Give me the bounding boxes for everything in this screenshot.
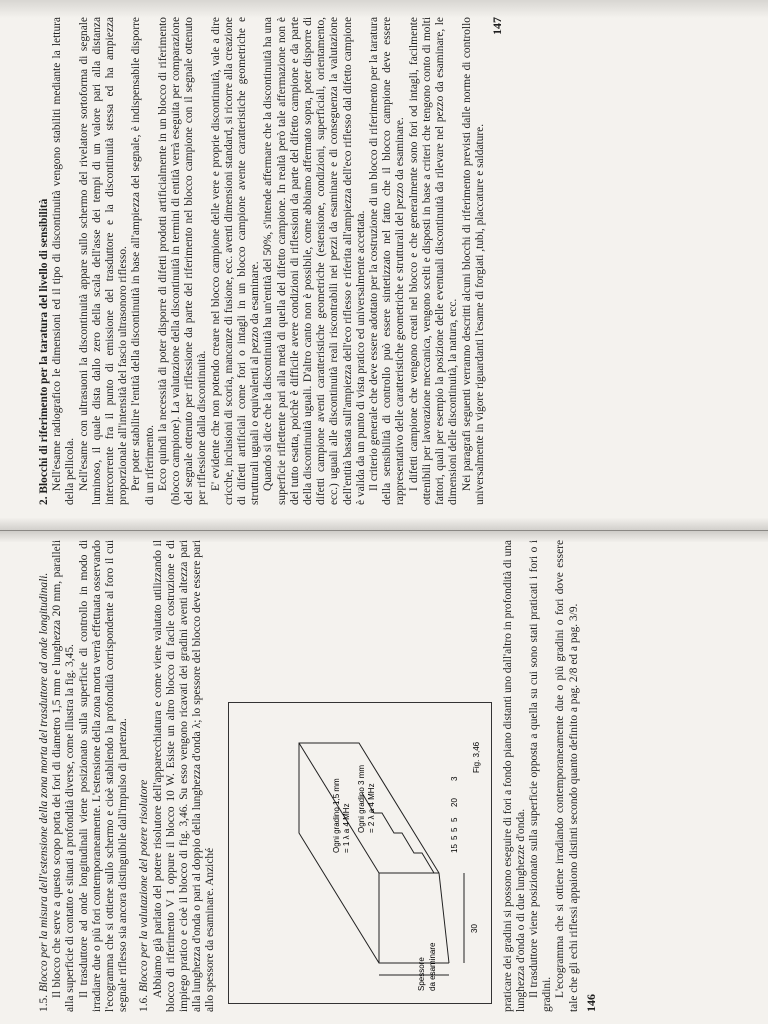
paragraph: Il trasduttore ad onde longitudinali viene posizionato sulla superficie di controllo in modo di irradiare due o più fori contemporaneamente. L'estensione della zona morta verrà effettuata osservando l'ecogramma che si ottiene sullo schermo e cioè stabilendo la profondità corrispondente al foro il cui segnale riflesso sia ancora distinguibile dall'impulso di partenza. [77, 540, 130, 1012]
page-number: 147 [489, 17, 504, 35]
spessore-label: Spessore [416, 957, 426, 991]
section-2-heading: 2. Blocchi di riferimento per la taratura del livello di sensibilità [38, 198, 50, 505]
scan-top-edge [0, 0, 768, 18]
paragraph: Il trasduttore viene posizionato sulla superficie opposta a quella su cui sono stati praticati i fori o i gradini. [528, 540, 554, 1012]
gradino-1-label: Ogni gradino 1,5 mm [331, 778, 341, 853]
paragraph: E' evidente che non potendo creare nel blocco campione delle vere e proprie discontinuità, vale a dire cricche, inclusioni di scoria, mancanze di fusione, ecc. aventi dimensioni standard, si ricorre alla creazione di difetti artificiali come fori o intagli in un blocco campione avente caratteristiche geometriche e strutturali uguali o equivalenti al pezzo da esaminare. [209, 17, 262, 505]
step-block-diagram [229, 703, 491, 1003]
dim-label: 5 [449, 835, 459, 840]
paragraph: Per poter stabilire l'entità della discontinuità in base all'ampiezza del segnale, è indispensabile disporre di un riferimento. [130, 17, 156, 505]
paragraph: Ecco quindi la necessità di poter disporre di difetti prodotti artificialmente in un blocco di riferimento (blocco campione). La valutazione della discontinuità in termini di entità verrà eseguita per comparazione del segnale ottenuto per riflessione da parte del riferimento nel blocco campione con il segnale ottenuto per riflessione dalla discontinuità. [156, 17, 209, 505]
figure-label: Fig. 3,46 [471, 741, 481, 773]
gradino-2-label: Ogni gradino 3 mm [356, 764, 366, 833]
paragraph: Nell'esame radiografico le dimensioni ed il tipo di discontinuità vengono stabiliti mediante la lettura della pellicola. [51, 17, 77, 505]
figure-3-46 [228, 702, 492, 1004]
page-147-text [38, 17, 504, 505]
section-1-6-title: 1.6. Blocco per la valutazione del potere risolutore [138, 779, 151, 1012]
section-1-5-title: 1.5. Blocco per la misura dell'estensione della zona morta del trasduttore ad onde longitudinali. [38, 572, 50, 1012]
page-147 [38, 17, 738, 505]
page-number: 146 [583, 994, 598, 1012]
dim-label: 5 [449, 827, 459, 832]
dim-label: 5 [449, 817, 459, 822]
paragraph: I difetti campione che vengono creati nel blocco e che generalmente sono fori od intagli, facilmente ottenibili per lavorazione meccanica, vengono scelti e disposti in base a criteri che tengono conto di molti fattori, quali per esempio la posizione delle eventuali discontinuità da rilevare nel pezzo da esaminare, le dimensioni delle discontinuità, la natura, ecc. [407, 17, 460, 505]
paragraph: praticare dei gradini si possono eseguire di fori a fondo piano distanti uno dall'altro in profondità di una lunghezza d'onda o di due lunghezze d'onda. [501, 540, 527, 1012]
dim-label: 30 [469, 924, 479, 933]
paragraph: Abbiamo già parlato del potere risolutore dell'apparecchiatura e come viene valutato utilizzando il blocco di riferimento V 1 oppure il blocco 10 W. Esiste un altro blocco di facile costruzione e di impiego pratico e cioè il blocco di fig. 3,46. Su esso vengono ricavati dei gradini aventi altezza pari alla lunghezza d'onda o pari al doppio della lunghezza d'onda λ; lo spessore del blocco deve essere pari allo spessore da esaminare. Anziché [151, 540, 217, 1012]
da-esaminare-label: da esaminare [427, 942, 437, 991]
gradino-1b-label: = 1 λ a 4 MHz [341, 803, 351, 853]
gradino-2b-label: = 2 λ a 4 MHz [366, 783, 376, 833]
paragraph: Il blocco che serve a questo scopo porta dei fori di diametro 1,5 mm e lunghezza 20 mm, paralleli alla superficie di contatto e situati a profondità diverse, come illustra la fig. 3,45. [51, 540, 77, 1012]
paragraph: L'ecogramma che si ottiene irradiando contemporaneamente due o più gradini o fori dove essere tale che gli echi riflessi appaiono distinti secondo quanto definito a pag. 2/8 ed a pag. 3/9. [554, 540, 580, 1012]
paragraph: Quando si dice che la discontinuità ha un'entità del 50%, s'intende affermare che la discontinuità ha una superficie riflettente pari alla metà di quella del difetto campione. In realtà però tale affermazione non è del tutto esatta, poichè è difficile avere condizioni di riflessioni da parte del difetto campione e da parte della discontinuità uguali. D'altro canto non è possibile, come abbiamo affermato sopra, poter disporre di difetti campione aventi caratteristiche geometriche (estensione, condizioni, superficiali, orientamento, ecc.) uguali alle discontinuità reali riscontrabili nei pezzi da esaminare e di conseguenza la valutazione dell'entità basata sull'ampiezza dell'eco riflesso e riferita all'ampiezza dell'eco riflesso dal difetto campione è valida da un punto di vista pratico ed universalmente accettata. [262, 17, 367, 505]
paragraph: Nei paragrafi seguenti verranno descritti alcuni blocchi di riferimento previsti dalle norme di controllo universalmente in vigore riguardanti l'esame di forgiati ,tubi, placcature e saldature. [460, 17, 486, 505]
page-146 [38, 540, 738, 1012]
paragraph: Nell'esame con ultrasuoni la discontinuità appare sullo schermo del rivelatore sortoforma di segnale luminoso, il quale dista dallo zero della scala dell'asse dei tempi di un valore pari alla distanza intercorrente fra il punto di emissione del trasduttore e la discontinuità stessa ed ha ampiezza proporzionale all'intensità del fascio ultrasonoro riflesso. [77, 17, 130, 505]
page-146-text [38, 540, 598, 1012]
paragraph: Il criterio generale che deve essere adottato per la costruzione di un blocco di riferimento per la taratura della sensibilità di controllo può essere sintetizzato nel fatto che il blocco campione deve essere rappresentativo delle caratteristiche geometriche e strutturali del pezzo da esaminare. [368, 17, 407, 505]
gutter-line [0, 530, 768, 531]
dim-label: 15 [449, 844, 459, 853]
dim-label: 3 [449, 776, 459, 781]
dim-label: 20 [449, 798, 459, 807]
